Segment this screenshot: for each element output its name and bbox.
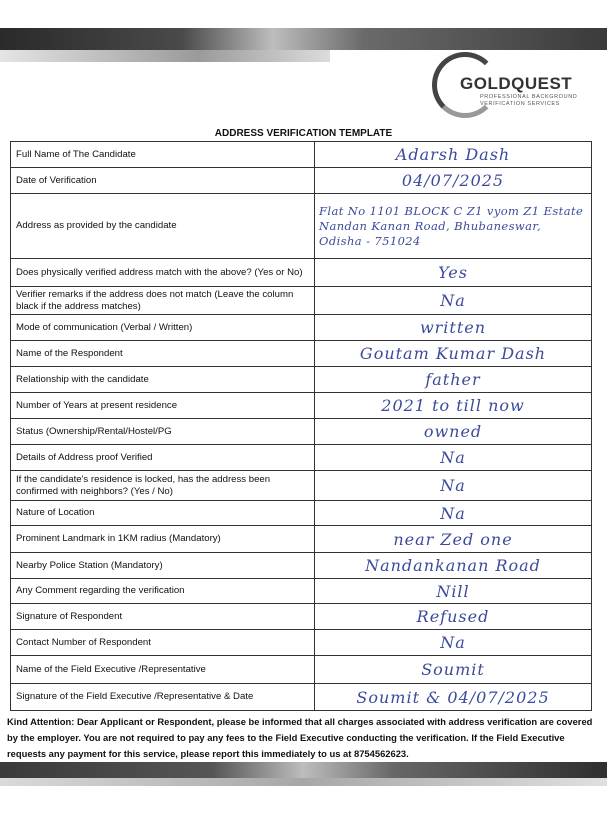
logo-tagline [480, 94, 577, 108]
field-label: Contact Number of Respondent [11, 630, 315, 656]
table-row [11, 579, 592, 604]
field-label: Address as provided by the candidate [11, 194, 315, 259]
field-value: Soumit [315, 656, 592, 684]
field-label: Nature of Location [11, 501, 315, 526]
goldquest-logo [432, 52, 582, 122]
field-value: owned [315, 419, 592, 445]
logo-tagline-line-2: VERIFICATION SERVICES [480, 101, 560, 107]
field-value: near Zed one [315, 526, 592, 553]
table-row [11, 367, 592, 393]
field-value: Yes [315, 259, 592, 287]
table-row [11, 471, 592, 501]
field-label: Signature of the Field Executive /Representative & Date [11, 684, 315, 711]
table-row [11, 553, 592, 579]
header-decor-band [0, 28, 607, 50]
field-value: Flat No 1101 BLOCK C Z1 vyom Z1 Estate Nandan Kanan Road, Bhubaneswar, Odisha - 751024 [315, 194, 592, 259]
field-value: Refused [315, 604, 592, 630]
field-label: Relationship with the candidate [11, 367, 315, 393]
field-value: Na [315, 501, 592, 526]
field-value: Na [315, 445, 592, 471]
table-row [11, 341, 592, 367]
table-row [11, 393, 592, 419]
field-label: Signature of Respondent [11, 604, 315, 630]
table-row [11, 142, 592, 168]
field-label: Verifier remarks if the address does not match (Leave the column black if the address matches) [11, 287, 315, 315]
table-row [11, 684, 592, 711]
table-row [11, 168, 592, 194]
table-row [11, 445, 592, 471]
field-label: Name of the Respondent [11, 341, 315, 367]
table-row [11, 526, 592, 553]
field-value: Soumit & 04/07/2025 [315, 684, 592, 711]
field-label: Mode of communication (Verbal / Written) [11, 315, 315, 341]
field-value: 04/07/2025 [315, 168, 592, 194]
field-value: written [315, 315, 592, 341]
table-row [11, 630, 592, 656]
field-value: Na [315, 630, 592, 656]
field-value: Nandankanan Road [315, 553, 592, 579]
logo-brand: GOLDQUEST [460, 74, 573, 93]
table-row [11, 315, 592, 341]
field-label: Number of Years at present residence [11, 393, 315, 419]
footer-decor-band [0, 762, 607, 778]
field-label: If the candidate's residence is locked, has the address been confirmed with neighbors? (Yes / No) [11, 471, 315, 501]
field-value: Na [315, 471, 592, 501]
table-row [11, 501, 592, 526]
field-value: Nill [315, 579, 592, 604]
field-label: Status (Ownership/Rental/Hostel/PG [11, 419, 315, 445]
table-row [11, 259, 592, 287]
field-label: Full Name of The Candidate [11, 142, 315, 168]
header-decor-band-light [0, 50, 330, 62]
field-label: Details of Address proof Verified [11, 445, 315, 471]
field-label: Name of the Field Executive /Representative [11, 656, 315, 684]
field-label: Nearby Police Station (Mandatory) [11, 553, 315, 579]
table-row [11, 419, 592, 445]
table-row [11, 287, 592, 315]
footer-decor-band-light [0, 778, 607, 786]
field-value: father [315, 367, 592, 393]
field-value: Goutam Kumar Dash [315, 341, 592, 367]
table-row [11, 604, 592, 630]
field-value: 2021 to till now [315, 393, 592, 419]
field-value: Na [315, 287, 592, 315]
table-row [11, 656, 592, 684]
kind-attention-notice: Kind Attention: Dear Applicant or Respondent, please be informed that all charges associated with address verification are covered by the employer. You are not required to pay any fees to the Field Executive conducting the verification. If the Field Executive requests any payment for this service, please report this immediately to us at 8754562623. [7, 716, 593, 759]
page-title: ADDRESS VERIFICATION TEMPLATE [214, 128, 393, 139]
field-label: Does physically verified address match with the above? (Yes or No) [11, 259, 315, 287]
field-label: Date of Verification [11, 168, 315, 194]
table-row [11, 194, 592, 259]
field-label: Any Comment regarding the verification [11, 579, 315, 604]
field-label: Prominent Landmark in 1KM radius (Mandatory) [11, 526, 315, 553]
field-value: Adarsh Dash [315, 142, 592, 168]
logo-tagline-line-1: PROFESSIONAL BACKGROUND [480, 94, 578, 100]
verification-table [10, 141, 592, 711]
